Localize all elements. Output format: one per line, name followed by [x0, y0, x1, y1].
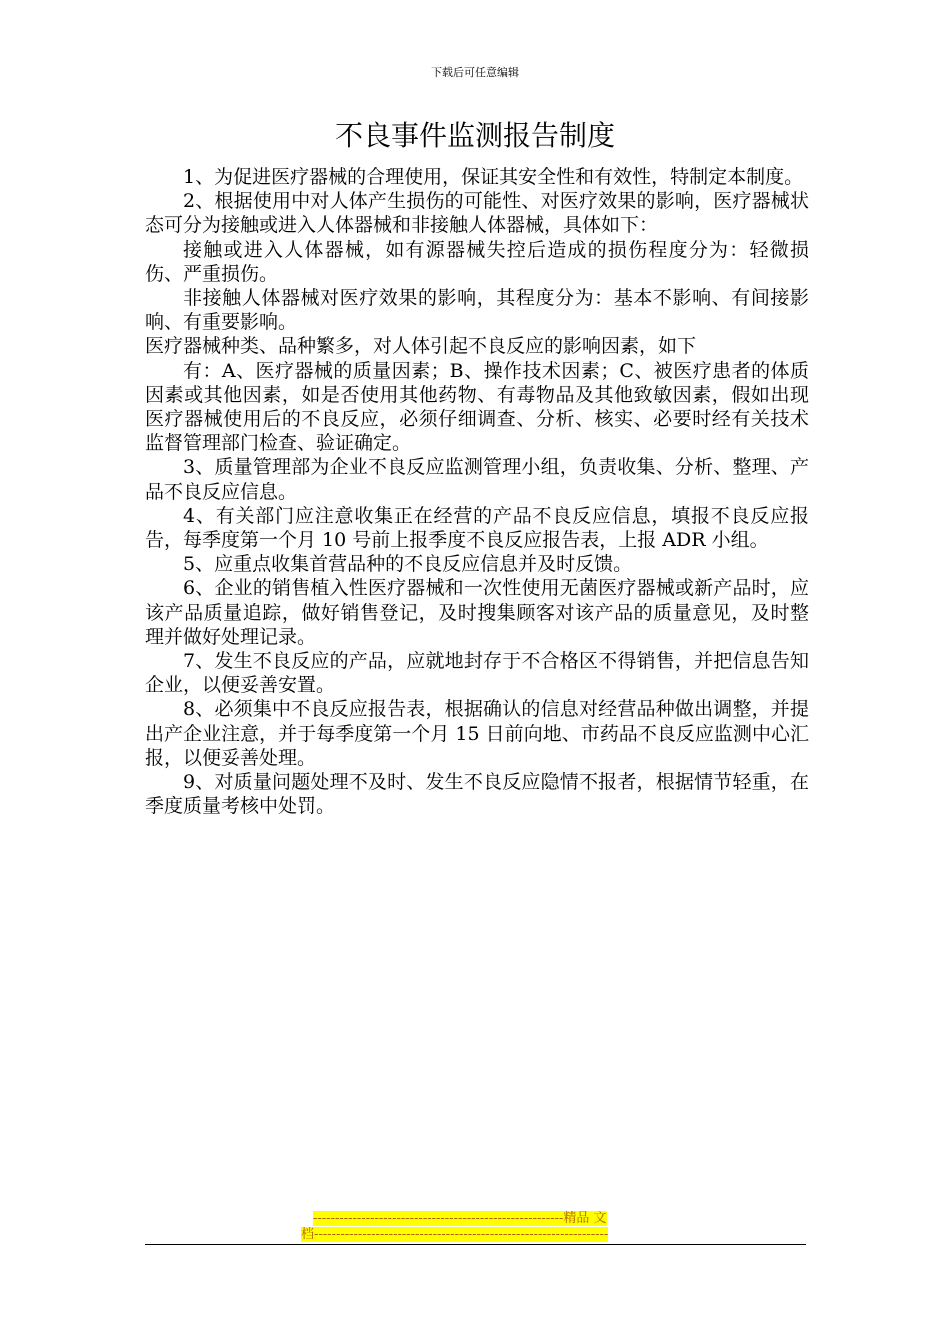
paragraph-device-types: 医疗器械种类、品种繁多，对人体引起不良反应的影响因素，如下	[145, 335, 697, 358]
paragraph-9: 9、对质量问题处理不及时、发生不良反应隐情不报者，根据情节轻重，在季度质量考核中处罚。	[145, 771, 809, 818]
paragraph-6: 6、企业的销售植入性医疗器械和一次性使用无菌医疗器械或新产品时，应该产品质量追踪，做好销售登记，及时搜集顾客对该产品的质量意见，及时整理并做好处理记录。	[145, 577, 809, 648]
paragraph-contact-devices: 接触或进入人体器械，如有源器械失控后造成的损伤程度分为：轻微损伤、严重损伤。	[145, 238, 809, 285]
document-body	[145, 165, 809, 818]
paragraph-7: 7、发生不良反应的产品，应就地封存于不合格区不得销售，并把信息告知企业，以便妥善安置。	[145, 650, 809, 697]
footer-watermark	[301, 1211, 647, 1243]
paragraph-5: 5、应重点收集首营品种的不良反应信息并及时反馈。	[183, 553, 633, 576]
paragraph-3: 3、质量管理部为企业不良反应监测管理小组，负责收集、分析、整理、产品不良反应信息。	[145, 456, 809, 503]
header-note: 下载后可任意编辑	[431, 66, 519, 79]
paragraph-2: 2、根据使用中对人体产生损伤的可能性、对医疗效果的影响，医疗器械状态可分为接触或进入人体器械和非接触人体器械，具体如下：	[145, 190, 809, 237]
paragraph-4: 4、有关部门应注意收集正在经营的产品不良反应信息，填报不良反应报告，每季度第一个月 10 号前上报季度不良反应报告表，上报 ADR 小组。	[145, 504, 809, 552]
paragraph-1: 1、为促进医疗器械的合理使用，保证其安全性和有效性，特制定本制度。	[183, 166, 804, 188]
document-title: 不良事件监测报告制度	[334, 119, 615, 152]
footer-divider	[145, 1244, 806, 1245]
paragraph-factors: 有：A、医疗器械的质量因素；B、操作技术因素；C、被医疗患者的体质因素或其他因素，如是否使用其他药物、有毒物品及其他致敏因素，假如出现医疗器械使用后的不良反应，必须仔细调查、分析、核实、必要时经有关技术监督管理部门检查、验证确定。	[145, 359, 809, 455]
paragraph-8: 8、必须集中不良反应报告表，根据确认的信息对经营品种做出调整，并提出产企业注意，并于每季度第一个月 15 日前向地、市药品不良反应监测中心汇报，以便妥善处理。	[145, 698, 809, 769]
footer-watermark-line-2: 档-------------------------------------------------------------------	[301, 1227, 609, 1242]
footer-watermark-line-1: ---------------------------------------------------------精品 文	[313, 1211, 607, 1226]
paragraph-noncontact-devices: 非接触人体器械对医疗效果的影响，其程度分为：基本不影响、有间接影响、有重要影响。	[145, 287, 809, 334]
